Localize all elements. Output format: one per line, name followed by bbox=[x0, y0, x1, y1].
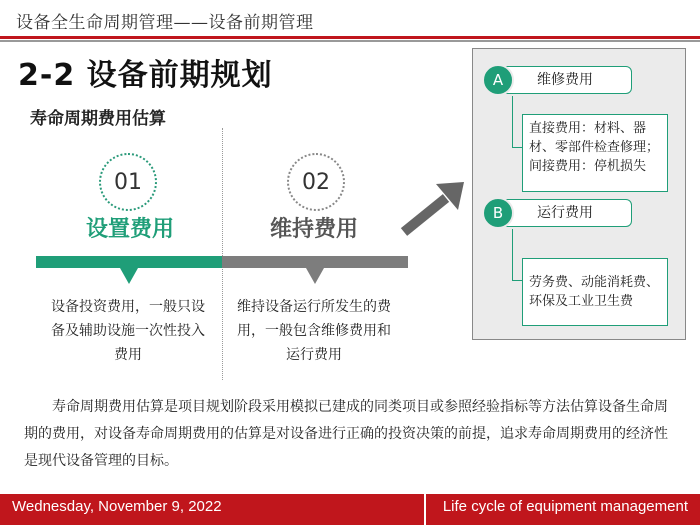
node-a-badge bbox=[482, 64, 514, 96]
header-divider-red bbox=[0, 36, 700, 39]
connector-b bbox=[512, 229, 522, 281]
slide-title: 2-2 设备前期规划 bbox=[18, 58, 273, 93]
operating-cost-title: 运行费用 bbox=[498, 199, 632, 227]
step-number-circle-02 bbox=[287, 153, 345, 211]
step-number: 01 bbox=[114, 169, 142, 195]
node-letter: A bbox=[492, 71, 504, 89]
maintenance-cost-title: 维修费用 bbox=[498, 66, 632, 94]
step-bar-maintain bbox=[222, 256, 408, 268]
operating-cost-detail: 劳务费、动能消耗费、环保及工业卫生费 bbox=[522, 258, 668, 326]
header-divider-gray bbox=[0, 40, 700, 42]
arrow-up-right-icon bbox=[398, 180, 468, 240]
step-description-setup: 设备投资费用，一般只设备及辅助设施一次性投入费用 bbox=[51, 299, 205, 363]
step-pointer-maintain bbox=[306, 268, 324, 284]
step-divider bbox=[222, 128, 223, 380]
section-heading: 寿命周期费用估算 bbox=[30, 109, 166, 129]
maintenance-cost-detail: 直接费用：材料、器材、零部件检查修理；间接费用：停机损失 bbox=[522, 114, 668, 192]
step-label-maintenance-cost: 维持费用 bbox=[269, 217, 358, 242]
step-bar-setup bbox=[36, 256, 222, 268]
step-description-maintain: 维持设备运行所发生的费用，一般包含维修费用和运行费用 bbox=[237, 299, 391, 363]
step-number: 02 bbox=[302, 169, 330, 195]
node-b-badge bbox=[482, 197, 514, 229]
footer-separator bbox=[424, 494, 426, 525]
connector-a bbox=[512, 96, 522, 148]
footer-caption: Life cycle of equipment management bbox=[442, 498, 688, 515]
footer-date: Wednesday, November 9, 2022 bbox=[12, 498, 222, 515]
step-label-setup-cost: 设置费用 bbox=[85, 217, 174, 242]
header-title: 设备全生命周期管理——设备前期管理 bbox=[16, 13, 314, 33]
summary-paragraph: 寿命周期费用估算是项目规划阶段采用模拟已建成的同类项目或参照经验指标等方法估算设备生命周期的费用，对设备寿命周期费用的估算是对设备进行正确的投资决策的前提，追求寿命周期费用的经济性是现代设备管理的目标。 bbox=[24, 399, 668, 469]
node-letter: B bbox=[492, 204, 504, 222]
step-pointer-setup bbox=[120, 268, 138, 284]
step-number-circle-01 bbox=[99, 153, 157, 211]
